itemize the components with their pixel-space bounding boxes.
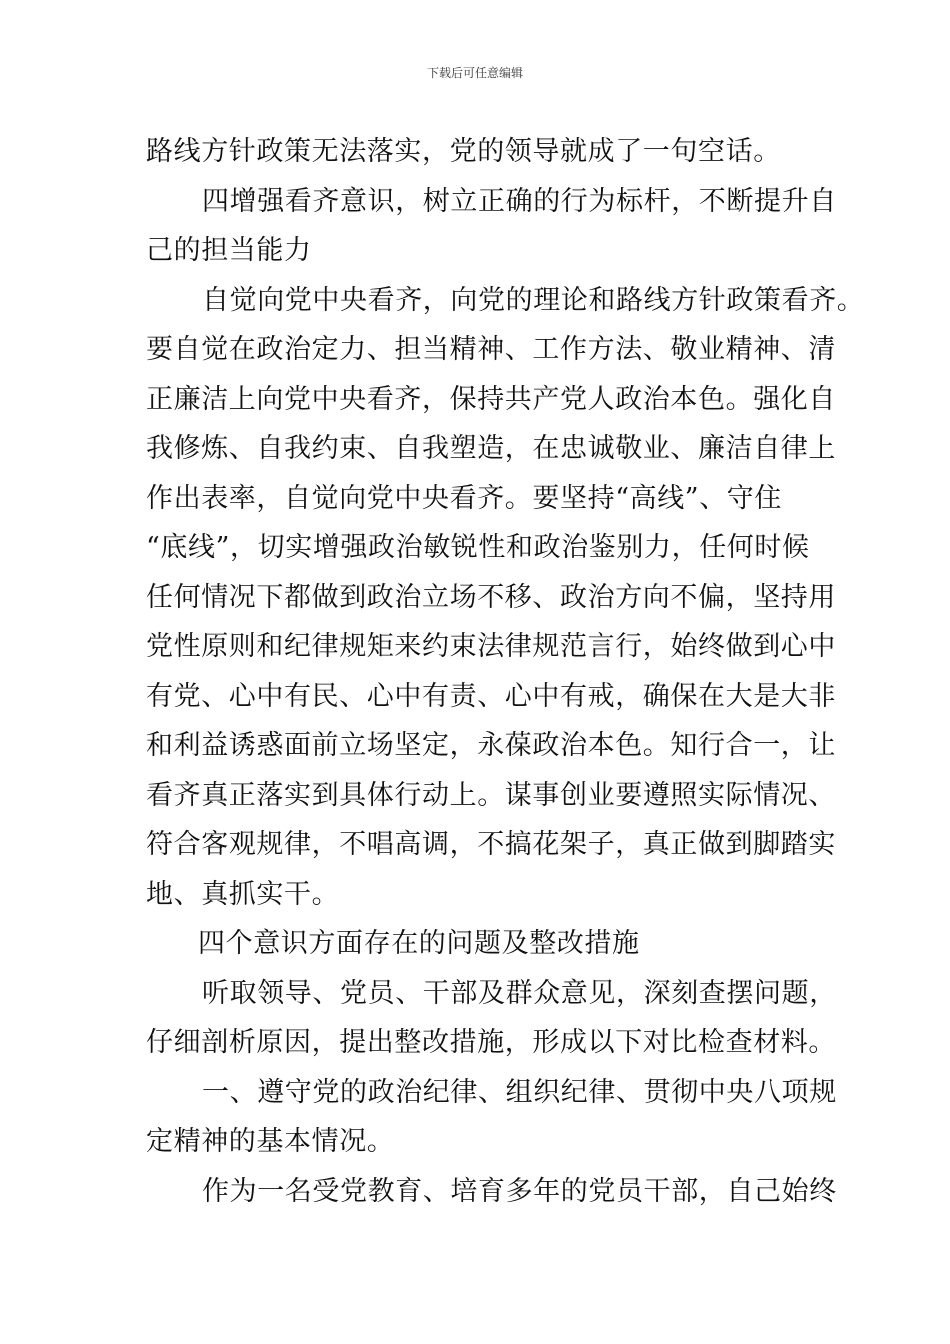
section-heading: 定精神的基本情况。 — [146, 1126, 395, 1157]
text-line: 任何情况下都做到政治立场不移、政治方向不偏，坚持用 — [146, 581, 836, 613]
text-line: 作出表率，自觉向党中央看齐。要坚持“高线”、守住 — [146, 482, 783, 514]
text-line: 地、真抓实干。 — [146, 878, 340, 910]
text-line: 作为一名受党教育、培育多年的党员干部，自己始终 — [202, 1175, 837, 1207]
text-line: “底线”，切实增强政治敏锐性和政治鉴别力，任何时候 — [146, 532, 810, 563]
document-body — [146, 127, 865, 1216]
text-line: 和利益诱惑面前立场坚定，永葆政治本色。知行合一，让 — [146, 730, 836, 761]
text-line: 听取领导、党员、干部及群众意见，深刻查摆问题， — [202, 977, 837, 1009]
section-heading: 己的担当能力 — [146, 235, 312, 266]
section-heading: 一、遵守党的政治纪律、组织纪律、贯彻中央八项规 — [202, 1076, 837, 1108]
text-line: 党性原则和纪律规矩来约束法律规范言行，始终做到心中 — [146, 631, 836, 662]
text-line: 我修炼、自我约束、自我塑造，在忠诚敬业、廉洁自律上 — [146, 433, 836, 464]
text-line: 看齐真正落实到具体行动上。谋事创业要遵照实际情况、 — [146, 779, 836, 811]
document-title: 四个意识方面存在的问题及整改措施 — [198, 928, 640, 959]
text-line: 要自觉在政治定力、担当精神、工作方法、敬业精神、清 — [146, 334, 836, 365]
section-heading: 四增强看齐意识，树立正确的行为标杆，不断提升自 — [202, 185, 837, 217]
text-line: 正廉洁上向党中央看齐，保持共产党人政治本色。强化自 — [146, 383, 836, 415]
text-line: 自觉向党中央看齐，向党的理论和路线方针政策看齐。 — [202, 284, 865, 316]
page-header: 下载后可任意编辑 — [426, 66, 523, 80]
text-line: 有党、心中有民、心中有责、心中有戒，确保在大是大非 — [146, 680, 836, 712]
text-line: 路线方针政策无法落实，党的领导就成了一句空话。 — [146, 136, 781, 167]
text-line: 仔细剖析原因，提出整改措施，形成以下对比检查材料。 — [146, 1027, 836, 1058]
text-line: 符合客观规律，不唱高调，不搞花架子，真正做到脚踏实 — [146, 829, 836, 860]
